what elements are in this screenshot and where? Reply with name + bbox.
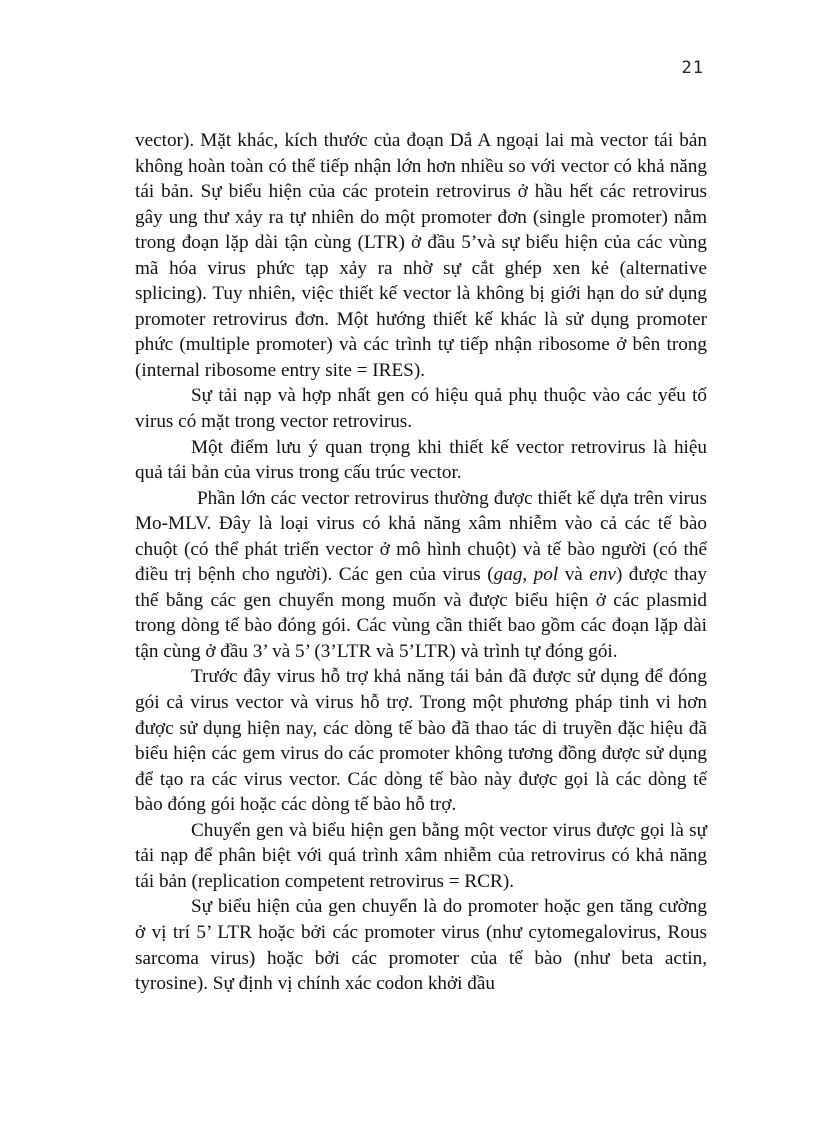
body-text — [135, 128, 707, 997]
paragraph — [135, 818, 707, 895]
paragraph — [135, 894, 707, 996]
paragraph — [135, 128, 707, 383]
paragraph-text: Phần lớn các vector retrovirus thường được thiết kế dựa trên virus Mo-MLV. Đây là loại virus có khả năng xâm nhiễm vào cả các tế bào chuột (có thể phát triển vector ở mô hình chuột) và tế bào người (có thể điều trị bệnh cho người). Các gen của virus ( — [135, 487, 707, 586]
paragraph-text: vector). Mặt khác, kích thước của đoạn Dắ A ngoại lai mà vector tái bản không hoàn toàn có thể tiếp nhận lớn hơn nhiều so với vector có khả năng tái bản. Sự biểu hiện của các protein retrovirus ở hầu hết các retrovirus gây ung thư xảy ra tự nhiên do một promoter đơn (single promoter) nằm trong đoạn lặp dài tận cùng (LTR) ở đầu 5’và sự biểu hiện của các vùng mã hóa virus phức tạp xảy ra nhờ sự cắt ghép xen kẻ (alternative splicing). Tuy nhiên, việc thiết kế vector là không bị giới hạn do sử dụng promoter retrovirus đơn. Một hướng thiết kế khác là sử dụng promoter phức (multiple promoter) và các trình tự tiếp nhận ribosome ở bên trong (internal ribosome entry site = IRES). — [135, 130, 707, 381]
paragraph-text: Trước đây virus hỗ trợ khả năng tái bản đã được sử dụng để đóng gói cả virus vector và virus hỗ trợ. Trong một phương pháp tinh vi hơn được sử dụng hiện nay, các dòng tế bào đã thao tác di truyền đặc hiệu đã biểu hiện các gem virus do các promoter không tương đồng được sử dụng để tạo ra các virus vector. Các dòng tế bào này được gọi là các dòng tế bào đóng gói hoặc các dòng tế bào hỗ trợ. — [135, 666, 707, 816]
paragraph — [135, 486, 707, 665]
gene-name-italic: gag, pol — [493, 564, 559, 586]
paragraph-text: Chuyển gen và biểu hiện gen bằng một vector virus được gọi là sự tải nạp để phân biệt với quá trình xâm nhiễm của retrovirus có khả năng tái bản (replication competent retrovirus = RCR). — [135, 819, 707, 892]
paragraph-text: Một điểm lưu ý quan trọng khi thiết kế vector retrovirus là hiệu quả tái bản của virus trong cấu trúc vector. — [135, 436, 707, 484]
paragraph — [135, 383, 707, 434]
paragraph-text: Sự biểu hiện của gen chuyển là do promoter hoặc gen tăng cường ở vị trí 5’ LTR hoặc bởi các promoter virus (như cytomegalovirus, Rous sarcoma virus) hoặc bởi các promoter của tế bào (như beta actin, tyrosine). Sự định vị chính xác codon khởi đầu — [135, 896, 707, 995]
paragraph — [135, 435, 707, 486]
paragraph — [135, 664, 707, 817]
paragraph-text: và — [558, 564, 590, 586]
paragraph-text: ) được thay thế bằng các gen chuyển mong muốn và được biểu hiện ở các plasmid trong dòng tế bào đóng gói. Các vùng cần thiết bao gồm các đoạn lặp dài tận cùng ở đầu 3’ và 5’ (3’LTR và 5’LTR) và trình tự đóng gói. — [135, 564, 707, 662]
gene-name-italic: env — [589, 564, 616, 586]
paragraph-text: Sự tải nạp và hợp nhất gen có hiệu quả phụ thuộc vào các yếu tố virus có mặt trong vector retrovirus. — [135, 385, 707, 433]
page-number: 21 — [681, 58, 704, 78]
